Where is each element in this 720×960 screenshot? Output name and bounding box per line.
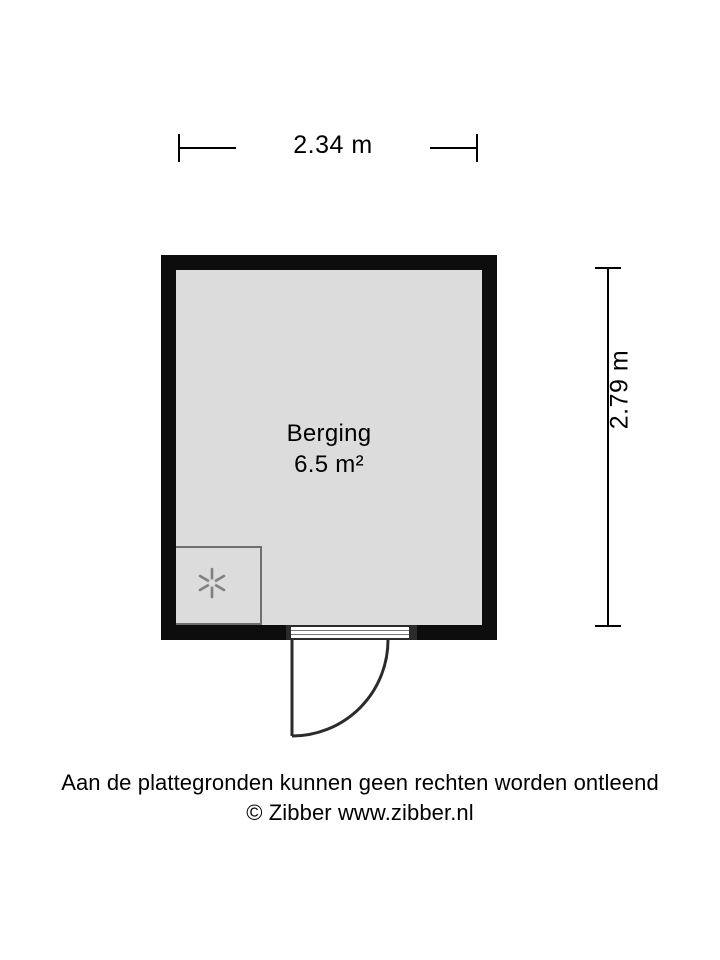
dimension-height-label: 2.79 m [605, 349, 634, 430]
dimension-top-tick-right [476, 134, 478, 162]
room-name: Berging [286, 420, 372, 447]
dimension-width-label: 2.34 m [293, 131, 373, 159]
door-frame-inner [290, 630, 413, 635]
dimension-right-tick-bottom [595, 625, 621, 627]
footer-copyright: © Zibber www.zibber.nl [246, 800, 474, 825]
door-swing-icon [290, 638, 390, 738]
room-area: 6.5 m² [294, 451, 364, 478]
door-jamb-right [409, 625, 417, 640]
dimension-top-line-left [178, 147, 236, 149]
footer-disclaimer-text: Aan de plattegronden kunnen geen rechten worden ontleend [61, 770, 659, 795]
boiler-icon [194, 565, 230, 601]
room-label [176, 418, 482, 480]
footer-disclaimer [0, 768, 720, 828]
dimension-top-line-right [430, 147, 478, 149]
